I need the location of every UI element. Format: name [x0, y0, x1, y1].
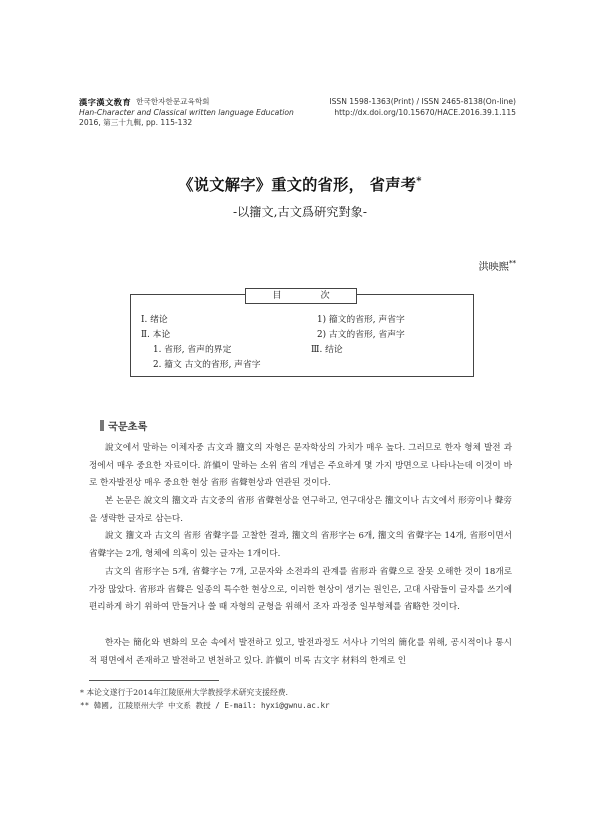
toc-item[interactable]: Ⅰ. 绪论: [141, 315, 168, 325]
abstract-paragraph: 본 논문은 說文의 籒文과 古文중의 省形 省聲현상을 연구하고, 연구대상은 籒文이나 古文에서 形旁이나 聲旁을 생략한 글자로 삼는다.: [89, 496, 512, 524]
table-of-contents: [130, 290, 474, 377]
toc-item[interactable]: 2. 籀文 古文的省形, 声省字: [153, 360, 261, 370]
toc-item[interactable]: Ⅲ. 结论: [311, 345, 343, 355]
abstract-paragraph: 한자는 簡化와 변화의 모순 속에서 발전하고 있고, 발전과정도 서사나 기억의 簡化를 위해, 공시적이나 통시적 평면에서 존재하고 발전하고 변천하고 있다. 許愼이 비록 古文字 材料의 한계로 인: [89, 638, 512, 666]
toc-item[interactable]: 1. 省形, 省声的界定: [153, 345, 232, 355]
journal-volume: 2016, 第三十九輯, pp. 115-132: [79, 118, 193, 127]
journal-logo: 漢字漢文敎育: [79, 97, 132, 107]
toc-heading: 目 次: [245, 288, 357, 304]
author-name: 洪映熙**: [478, 259, 516, 273]
journal-header: [79, 97, 294, 129]
toc-item[interactable]: 1) 籀文的省形, 声省字: [317, 315, 405, 325]
footnote: ** 韓國, 江陵原州大学 中文系 教授 / E-mail: hyxi@gwnu.ac.kr: [80, 700, 330, 710]
journal-english-name: Han-Character and Classical written language Education: [79, 107, 294, 117]
journal-korean-name: 한국한자한문교육학회: [136, 97, 210, 106]
abstract-paragraph: 說文에서 말하는 이체자중 古文과 籒文의 자형은 문자학상의 가치가 매우 높다. 그러므로 한자 형체 발전 과정에서 매우 중요한 자료이다. 許愼이 말하는 소위 省의 개념은 주요하게 몇 가지 방면으로 나타나는데 이것이 바로 한자발전상 매우 중요한 현상 省形 省聲현상과 연관된 것이다.: [89, 443, 512, 489]
toc-item[interactable]: 2) 古文的省形, 省声字: [317, 330, 405, 340]
doi-link[interactable]: http://dx.doi.org/10.15670/HACE.2016.39.1.115: [334, 107, 516, 117]
paper-title: 《说文解字》重文的省形， 省声考*: [178, 175, 422, 194]
footnotes: [80, 687, 330, 712]
issn-header: [329, 97, 516, 118]
toc-item[interactable]: Ⅱ. 本论: [141, 330, 171, 340]
paper-subtitle: -以籒文,古文爲硏究對象-: [233, 205, 367, 219]
footnote: * 本论文遂行于2014年江陵原州大学教授学术研究支援经费.: [80, 688, 289, 697]
issn: ISSN 1598-1363(Print) / ISSN 2465-8138(On-line): [329, 97, 516, 106]
section-marker-icon: [100, 420, 104, 431]
title-footnote-mark: *: [416, 175, 422, 187]
abstract-paragraph: 古文의 省形字는 5개, 省聲字는 7개, 고문자와 소전과의 관계를 省形과 省聲으로 잘못 오해한 것이 18개로 가장 많았다. 省形과 省聲은 일종의 특수한 현상으로, 이러한 현상이 생기는 원인은, 고대 사람들이 글자를 쓰기에 편리하게 하기 위하여 만들거나 쓸 때 자형의 균형을 위해서 조자 과정중 일부형체를 省略한 것이다.: [89, 567, 512, 613]
abstract-heading: 국문초록: [100, 418, 147, 433]
footnote-divider: [89, 680, 219, 681]
author-footnote-mark: **: [509, 259, 516, 268]
abstract-paragraph: 說文 籒文과 古文의 省形 省聲字를 고찰한 결과, 籒文의 省形字는 6개, 籒文의 省聲字는 14개, 省形이면서 省聲字는 2개, 형체에 의혹이 있는 글자는 1개이다.: [89, 531, 512, 559]
